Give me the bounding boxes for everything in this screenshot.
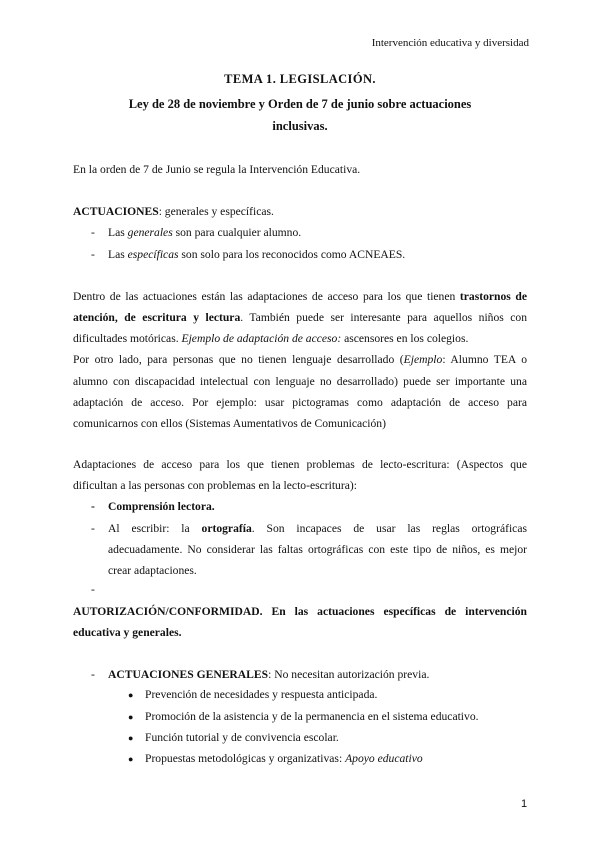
list-item: Las generales son para cualquier alumno. [108,226,302,239]
para2-line4: comunicarnos con ellos (Sistemas Aumentativos de Comunicación) [73,417,386,430]
dash-icon: - [91,522,95,535]
para3-line2: dificultan a las personas con problemas en la lecto-escritura): [73,479,357,492]
emphasis: generales [127,226,173,239]
para1-line1: Dentro de las actuaciones están las adaptaciones de acceso para los que tienen trastornos de [73,290,527,303]
dash-icon: - [91,583,95,596]
autorizacion-line1: AUTORIZACIÓN/CONFORMIDAD. En las actuaciones específicas de intervención [73,605,527,618]
list-item: Las específicas son solo para los reconocidos como ACNEAES. [108,248,406,261]
bullet-item: Promoción de la asistencia y de la permanencia en el sistema educativo. [145,710,479,723]
para1-line2: atención, de escritura y lectura. También puede ser interesante para aquellos niños con [73,311,528,324]
para3-line1: Adaptaciones de acceso para los que tienen problemas de lecto-escritura: (Aspectos que [73,458,527,471]
bullet-item: Propuestas metodológicas y organizativas: Apoyo educativo [145,752,423,765]
actuaciones-rest: : generales y específicas. [158,205,274,218]
actuaciones-heading: ACTUACIONES [73,205,159,218]
bullet-icon: ● [128,733,134,743]
para1-line3: dificultades motóricas. Ejemplo de adaptación de acceso: ascensores en los colegios. [73,332,469,345]
para2-line1: Por otro lado, para personas que no tienen lenguaje desarrollado (Ejemplo: Alumno TEA o [73,353,528,366]
dash-icon: - [91,248,95,261]
dash-icon: - [91,668,95,681]
page-title: TEMA 1. LEGISLACIÓN. [224,72,376,86]
autorizacion-line2: educativa y generales. [73,626,182,639]
list-item-continuation: adecuadamente. No considerar las faltas ortográficas con este tipo de niños, es mejor [108,543,527,556]
bullet-item: Prevención de necesidades y respuesta anticipada. [145,688,378,701]
subtitle-line-2: inclusivas. [272,119,328,133]
emphasis: específicas [127,248,179,261]
intro-text: En la orden de 7 de Junio se regula la Intervención Educativa. [73,163,361,176]
list-item: Comprensión lectora. [108,500,215,513]
actuaciones-heading-line [73,205,274,218]
page-number: 1 [521,798,528,810]
bullet-icon: ● [128,712,134,722]
page-header: Intervención educativa y diversidad [371,37,529,49]
bullet-item: Función tutorial y de convivencia escolar. [145,731,339,744]
generales-heading-line: ACTUACIONES GENERALES: No necesitan autorización previa. [108,668,430,681]
bullet-icon: ● [128,754,134,764]
subtitle-line-1: Ley de 28 de noviembre y Orden de 7 de junio sobre actuaciones [128,97,472,111]
para2-line3: adaptación de acceso. Por ejemplo: usar pictogramas como adaptación de acceso para [73,396,527,409]
dash-icon: - [91,500,95,513]
bullet-icon: ● [128,690,134,700]
list-item-continuation: crear adaptaciones. [108,564,197,577]
list-item: Al escribir: la ortografía. Son incapaces de usar las reglas ortográficas [108,522,527,535]
dash-icon: - [91,226,95,239]
para2-line2: alumno con discapacidad intelectual con lenguaje no desarrollado) puede ser importante una [73,375,527,388]
